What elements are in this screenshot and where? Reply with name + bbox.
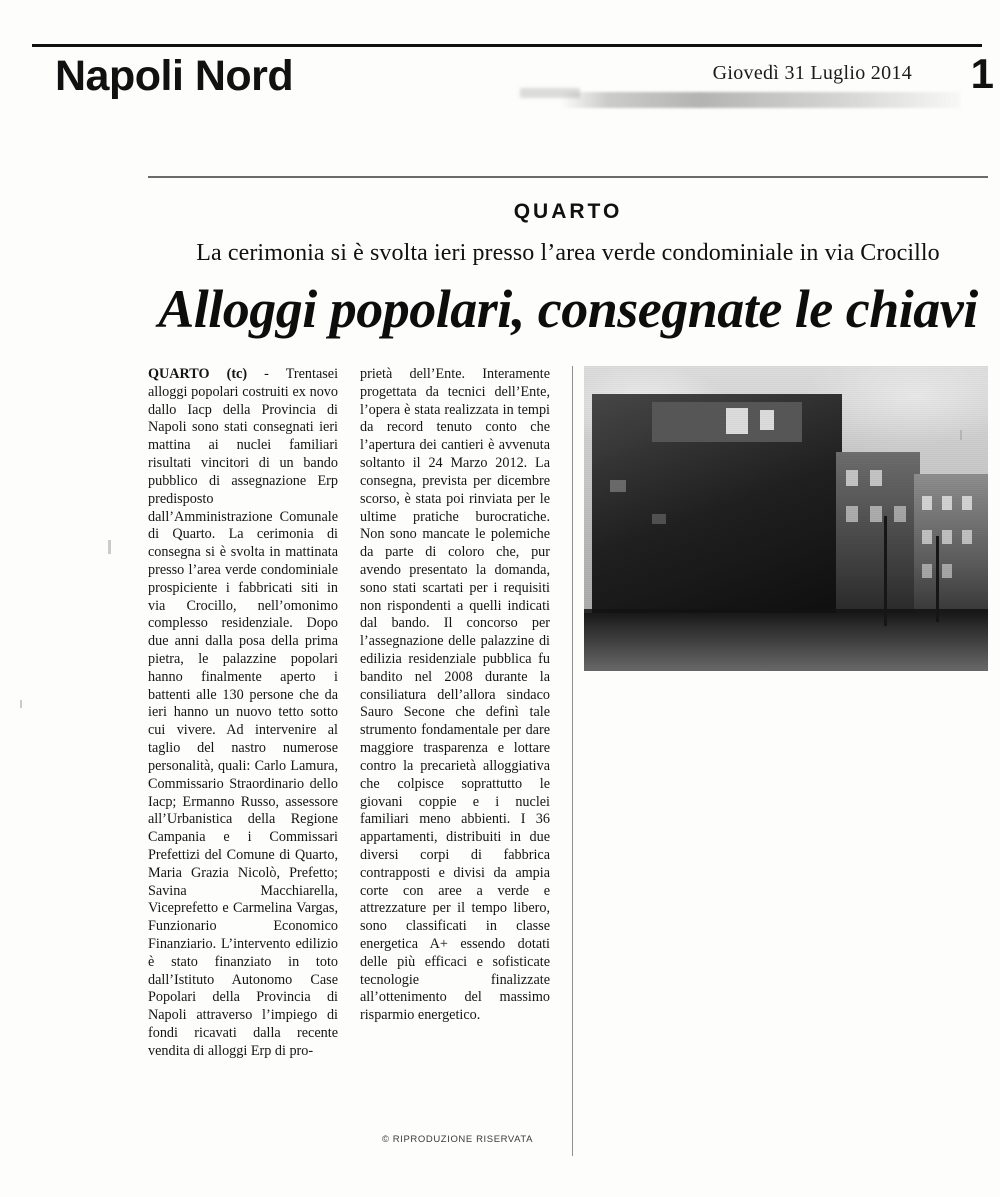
article-column-2 (360, 366, 550, 1025)
column-separator (572, 366, 573, 1156)
scan-speck (108, 540, 111, 554)
article-photo (584, 366, 988, 671)
article-headline: Alloggi popolari, consegnate le chiavi (158, 279, 978, 339)
page-number: 1 (970, 50, 992, 97)
article-top-rule (148, 176, 988, 178)
scan-smudge-secondary (520, 88, 580, 98)
article-column-1-text: - Trentasei alloggi popolari costruiti ex novo dallo Iacp della Provincia di Napoli sono stati consegnati ieri mattina ai nuclei familiari risultati vincitori di un bando pubblico di assegnazione Erp predisposto dall’Amministrazione Comunale di Quarto. La cerimonia di consegna si è svolta in mattinata presso l’area verde condominiale prospiciente i fabbricati siti in via Crocillo, nell’omonimo complesso residenziale. Dopo due anni dalla posa della prima pietra, le palazzine popolari hanno finalmente aperto i battenti alle 130 persone che da ieri hanno un nuovo tetto sotto cui vivere. Ad intervenire al taglio del nastro numerose personalità, quali: Carlo Lamura, Commissario Straordinario dello Iacp; Ermanno Russo, assessore all’Urbanistica della Regione Campania e i Commissari Prefettizi del Comune di Quarto, Maria Grazia Nicolò, Prefetto; Savina Macchiarella, Viceprefetto e Carmelina Vargas, Funzionario Economico Finanziario. L’intervento edilizio è stato finanziato in toto dall’Istituto Autonomo Case Popolari della Provincia di Napoli attraverso l’impiego di fondi ricavati dalla recente vendita di alloggi Erp di pro- (148, 366, 339, 1059)
article-body (148, 366, 988, 1166)
copyright-notice: © RIPRODUZIONE RISERVATA (381, 1134, 534, 1145)
scan-speck (960, 430, 962, 440)
masthead-divider (32, 44, 982, 47)
article-column-1 (148, 366, 338, 1061)
article-header (148, 176, 988, 338)
article-dateline-place: QUARTO (148, 366, 210, 382)
scan-smudge (560, 92, 960, 108)
article-column-2-text: prietà dell’Ente. Interamente progettata da tecnici dell’Ente, l’opera è stata realizzata in tempi da record tenuto conto che l’apertura dei cantieri è avvenuta soltanto il 24 Marzo 2012. La consegna, prevista per dicembre scorso, è stata poi rinviata per le ultime pratiche burocratiche. Non sono mancate le polemiche da parte di coloro che, pur avendo presentato la domanda, sono stati scartati per i requisiti non rispondenti a quelli indicati dal bando. Il concorso per l’assegnazione delle palazzine di edilizia residenziale pubblica fu bandito nel 2008 durante la consiliatura dell’allora sindaco Sauro Secone che definì tale strumento fondamentale per dare maggiore trasparenza e lottare contro la precarietà alloggiativa che colpisce soprattutto le giovani coppie e i nuclei familiari meno abbienti. I 36 appartamenti, distribuiti in due diversi corpi di fabbrica contrapposti e divisi da ampia corte con aree a verde e attrezzature per il tempo libero, sono classificati in classe energetica A+ essendo dotati delle più efficaci e sofisticate tecnologie finalizzate all’ottenimento del massimo risparmio energetico. (360, 366, 550, 1024)
photo-grain-overlay (584, 366, 988, 671)
scan-speck (20, 700, 22, 708)
masthead-date: Giovedì 31 Luglio 2014 (712, 62, 912, 84)
masthead-title: Napoli Nord (55, 52, 294, 100)
article-dateline-author: (tc) (226, 366, 248, 382)
article-kicker: QUARTO (513, 200, 623, 223)
article-subhead: La cerimonia si è svolta ieri presso l’area verde condominiale in via Crocillo (196, 240, 940, 266)
